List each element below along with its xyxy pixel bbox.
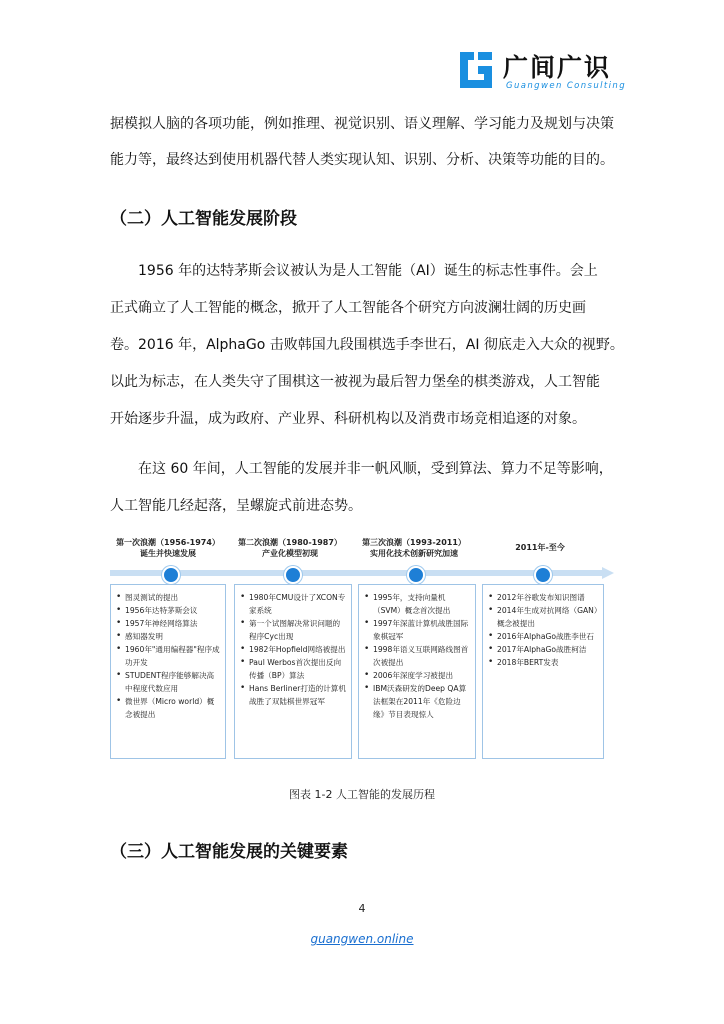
era-3-title-line-1: 第三次浪潮（1993-2011） <box>362 538 466 547</box>
era-1-title <box>110 537 226 559</box>
section2-para1-line-4: 以此为标志，在人类失守了围棋这一被视为最后智力堡垒的棋类游戏，人工智能 <box>110 374 600 390</box>
era-3-marker <box>407 566 425 584</box>
era-3-item: • 1995年，支持向量机（SVM）概念首次提出 <box>373 591 471 617</box>
page-number: 4 <box>358 902 366 915</box>
era-4-item: • 2014年生成对抗网络（GAN）概念被提出 <box>497 604 599 630</box>
era-3-item: • IBM沃森研发的Deep QA算法框架在2011年《危险边缘》节目表现惊人 <box>373 682 471 721</box>
era-3-item: • 1998年语义互联网路线图首次被提出 <box>373 643 471 669</box>
era-2-list <box>239 591 347 708</box>
era-1-item: • 1960年"通用编程器"程序成功开发 <box>125 643 221 669</box>
section2-para1-line-3: 卷。2016 年，AlphaGo 击败韩国九段围棋选手李世石，AI 彻底走入大众的视野。 <box>110 337 624 353</box>
era-1-item: • STUDENT程序能够解决高中程度代数应用 <box>125 669 221 695</box>
era-2-item: • 1980年CMU设计了XCON专家系统 <box>249 591 347 617</box>
era-2-item: • 第一个试图解决常识问题的程序Cyc出现 <box>249 617 347 643</box>
figure-caption: 图表 1-2 人工智能的发展历程 <box>289 788 435 801</box>
era-1-marker <box>162 566 180 584</box>
era-1-item: • 感知器发明 <box>125 630 221 643</box>
section2-heading: （二）人工智能发展阶段 <box>110 209 297 229</box>
era-1-box <box>110 584 226 759</box>
intro-line-1: 据模拟人脑的各项功能，例如推理、视觉识别、语义理解、学习能力及规划与决策 <box>110 116 614 132</box>
era-4-item: • 2018年BERT发表 <box>497 656 599 669</box>
era-4-item: • 2016年AlphaGo战胜李世石 <box>497 630 599 643</box>
era-4-title-line-1: 2011年-至今 <box>515 543 565 552</box>
era-1-item: • 1957年神经网络算法 <box>125 617 221 630</box>
era-4-title <box>482 542 598 553</box>
era-2-box <box>234 584 352 759</box>
era-2-title <box>232 537 348 559</box>
era-3-title <box>356 537 472 559</box>
section2-para1-line-1: 1956 年的达特茅斯会议被认为是人工智能（AI）诞生的标志性事件。会上 <box>138 263 598 279</box>
intro-line-2: 能力等，最终达到使用机器代替人类实现认知、识别、分析、决策等功能的目的。 <box>110 152 614 168</box>
era-3-list <box>363 591 471 721</box>
era-2-title-line-1: 第二次浪潮（1980-1987） <box>238 538 342 547</box>
era-2-item: • 1982年Hopfield网络被提出 <box>249 643 347 656</box>
era-2-item: • Paul Werbos首次提出反向传播（BP）算法 <box>249 656 347 682</box>
section2-para1-line-5: 开始逐步升温，成为政府、产业界、科研机构以及消费市场竞相追逐的对象。 <box>110 411 586 427</box>
era-2-item: • Hans Berliner打造的计算机战胜了双陆棋世界冠军 <box>249 682 347 708</box>
era-3-box <box>358 584 476 759</box>
era-4-item: • 2012年谷歌发布知识图谱 <box>497 591 599 604</box>
logo-text-en: Guangwen Consulting <box>506 81 627 91</box>
era-1-item: • 微世界（Micro world）概念被提出 <box>125 695 221 721</box>
footer-website-link[interactable]: guangwen.online <box>310 932 414 946</box>
era-3-title-line-2: 实用化技术创新研究加速 <box>370 549 458 558</box>
logo-mark-icon <box>454 48 498 92</box>
era-1-item: • 图灵测试的提出 <box>125 591 221 604</box>
company-logo <box>454 48 627 94</box>
era-3-item: • 1997年深蓝计算机战胜国际象棋冠军 <box>373 617 471 643</box>
era-3-item: • 2006年深度学习被提出 <box>373 669 471 682</box>
section3-heading: （三）人工智能发展的关键要素 <box>110 842 348 862</box>
era-1-title-line-2: 诞生并快速发展 <box>140 549 196 558</box>
era-2-marker <box>284 566 302 584</box>
era-4-marker <box>534 566 552 584</box>
era-1-list <box>115 591 221 721</box>
section2-para2-line-1: 在这 60 年间，人工智能的发展并非一帆风顺，受到算法、算力不足等影响， <box>138 461 613 477</box>
logo-text-cn: 广间广识 <box>503 53 612 82</box>
era-1-item: • 1956年达特茅斯会议 <box>125 604 221 617</box>
era-4-item: • 2017年AlphaGo战胜柯洁 <box>497 643 599 656</box>
era-1-title-line-1: 第一次浪潮（1956-1974） <box>116 538 220 547</box>
era-4-list <box>487 591 599 669</box>
era-2-title-line-2: 产业化模型初现 <box>262 549 318 558</box>
section2-para2-line-2: 人工智能几经起落，呈螺旋式前进态势。 <box>110 498 362 514</box>
ai-history-timeline <box>110 537 614 759</box>
era-4-box <box>482 584 604 759</box>
section2-para1-line-2: 正式确立了人工智能的概念，掀开了人工智能各个研究方向波澜壮阔的历史画 <box>110 300 586 316</box>
